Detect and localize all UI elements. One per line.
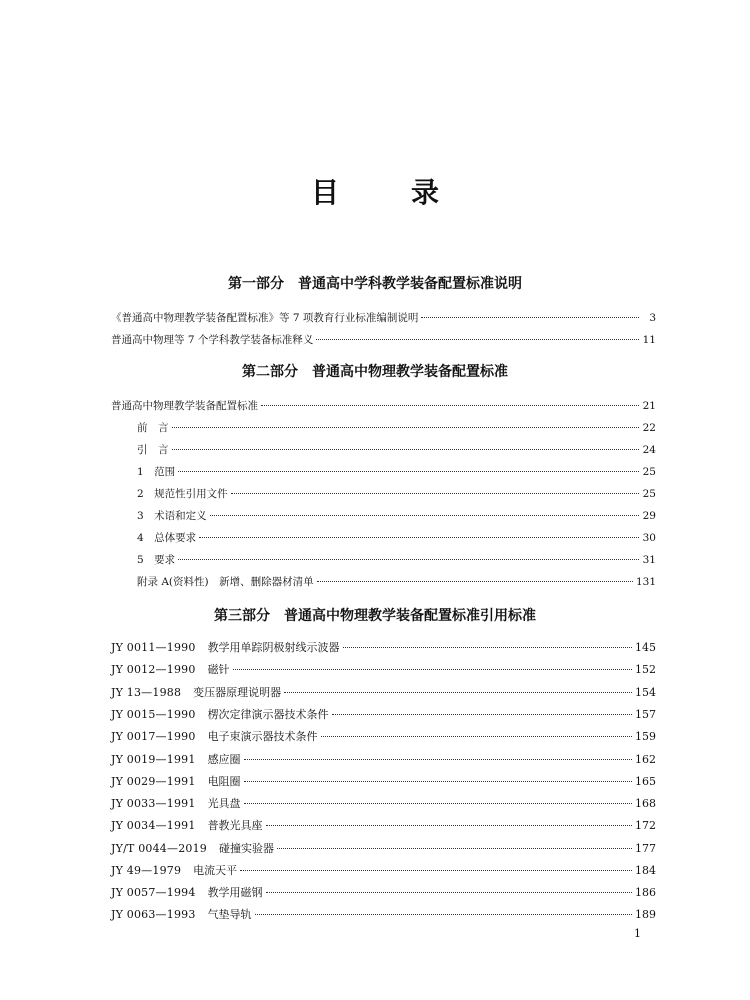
- toc-entry[interactable]: [111, 640, 656, 656]
- toc-entry-label: 引 言: [137, 444, 169, 456]
- toc-entry[interactable]: [111, 662, 656, 678]
- toc-entry-label: [111, 818, 263, 834]
- toc-entry-label: 普通高中物理等 7 个学科教学装备标准释义: [111, 334, 314, 346]
- toc-leader-dots: [266, 825, 632, 826]
- toc-entry[interactable]: [137, 574, 656, 590]
- toc-entry-label: 普通高中物理教学装备配置标准: [111, 400, 258, 412]
- toc-entry-label: 3 术语和定义: [137, 510, 207, 522]
- toc-leader-dots: [421, 317, 639, 318]
- toc-entry[interactable]: [137, 442, 656, 458]
- toc-entry-label: [111, 707, 329, 723]
- toc-entry-label: [111, 752, 241, 768]
- toc-leader-dots: [332, 714, 632, 715]
- standard-name: 电流天平: [193, 864, 238, 877]
- toc-leader-dots: [172, 427, 640, 428]
- toc-leader-dots: [231, 493, 639, 494]
- toc-leader-dots: [172, 449, 640, 450]
- toc-entry[interactable]: [137, 552, 656, 568]
- toc-entry-page: 25: [642, 488, 656, 500]
- toc-leader-dots: [233, 669, 632, 670]
- toc-entry-label: [111, 863, 237, 879]
- standard-name: 楞次定律演示器技术条件: [207, 708, 329, 721]
- toc-entry-label: [111, 640, 340, 656]
- toc-leader-dots: [244, 803, 632, 804]
- toc-entry-label: [111, 907, 252, 923]
- toc-entry-page: 184: [635, 864, 656, 877]
- standard-code: JY 13—1988: [111, 686, 182, 699]
- standard-code: JY 0012—1990: [111, 663, 196, 676]
- toc-entry[interactable]: [111, 841, 656, 857]
- toc-entry[interactable]: [137, 486, 656, 502]
- toc-leader-dots: [244, 759, 632, 760]
- part3-heading: 第三部分 普通高中物理教学装备配置标准引用标准: [214, 608, 536, 624]
- toc-entry-label: [111, 796, 241, 812]
- toc-entry-page: 165: [635, 775, 656, 788]
- toc-entry-page: 177: [635, 842, 656, 855]
- toc-entry-page: 154: [635, 686, 656, 699]
- standard-name: 磁针: [207, 663, 230, 676]
- standard-code: JY 0057—1994: [111, 886, 196, 899]
- toc-entry-page: 186: [635, 886, 656, 899]
- standard-code: JY 0011—1990: [111, 641, 196, 654]
- toc-entry[interactable]: [111, 685, 656, 701]
- toc-leader-dots: [178, 471, 639, 472]
- toc-entry-page: 168: [635, 797, 656, 810]
- standard-code: JY 49—1979: [111, 864, 182, 877]
- toc-entry[interactable]: [111, 310, 656, 326]
- toc-leader-dots: [343, 647, 632, 648]
- toc-entry-page: 30: [642, 532, 656, 544]
- standard-code: JY 0029—1991: [111, 775, 196, 788]
- toc-leader-dots: [199, 537, 639, 538]
- page-title: 目 录: [310, 176, 461, 209]
- toc-entry-page: 145: [635, 641, 656, 654]
- toc-entry-page: 22: [642, 422, 656, 434]
- toc-entry[interactable]: [111, 752, 656, 768]
- standard-code: JY 0017—1990: [111, 730, 196, 743]
- standard-name: 感应圈: [207, 753, 241, 766]
- toc-entry-page: 11: [642, 334, 656, 346]
- page-number: 1: [634, 927, 641, 940]
- toc-entry-page: 159: [635, 730, 656, 743]
- toc-entry-page: 25: [642, 466, 656, 478]
- toc-entry-page: 189: [635, 908, 656, 921]
- toc-leader-dots: [255, 914, 632, 915]
- standard-code: JY 0019—1991: [111, 753, 196, 766]
- toc-entry-page: 29: [642, 510, 656, 522]
- toc-entry[interactable]: [111, 907, 656, 923]
- toc-entry[interactable]: [111, 863, 656, 879]
- toc-leader-dots: [316, 339, 639, 340]
- toc-entry-label: 《普通高中物理教学装备配置标准》等 7 项教育行业标准编制说明: [111, 312, 419, 324]
- toc-leader-dots: [240, 870, 632, 871]
- part1-heading: 第一部分 普通高中学科教学装备配置标准说明: [228, 276, 522, 292]
- toc-entry[interactable]: [111, 796, 656, 812]
- toc-entry-label: [111, 685, 281, 701]
- toc-leader-dots: [277, 848, 632, 849]
- toc-entry-page: 3: [649, 312, 656, 324]
- toc-entry-page: 24: [642, 444, 656, 456]
- toc-entry-page: 31: [642, 554, 656, 566]
- toc-entry[interactable]: [111, 885, 656, 901]
- toc-entry-page: 21: [642, 400, 656, 412]
- toc-entry-page: 172: [635, 819, 656, 832]
- standard-name: 气垫导轨: [207, 908, 252, 921]
- standard-name: 变压器原理说明器: [193, 686, 282, 699]
- standard-name: 电阻圈: [207, 775, 241, 788]
- toc-entry[interactable]: [137, 530, 656, 546]
- toc-entry-label: 1 范围: [137, 466, 176, 478]
- toc-leader-dots: [210, 515, 639, 516]
- toc-entry-label: 附录 A(资料性) 新增、删除器材清单: [137, 576, 314, 588]
- standard-name: 教学用单踪阴极射线示波器: [207, 641, 340, 654]
- standard-code: JY 0015—1990: [111, 708, 196, 721]
- toc-entry-label: [111, 885, 263, 901]
- toc-entry-page: 152: [635, 663, 656, 676]
- standard-code: JY 0034—1991: [111, 819, 196, 832]
- toc-leader-dots: [178, 559, 639, 560]
- toc-entry-label: [111, 841, 274, 857]
- standard-name: 光具盘: [207, 797, 241, 810]
- standard-name: 普教光具座: [207, 819, 263, 832]
- standard-name: 电子束演示器技术条件: [207, 730, 318, 743]
- toc-entry-label: 前 言: [137, 422, 169, 434]
- toc-entry-page: 157: [635, 708, 656, 721]
- toc-entry[interactable]: [137, 508, 656, 524]
- toc-leader-dots: [261, 405, 639, 406]
- toc-entry[interactable]: [111, 398, 656, 414]
- toc-entry[interactable]: [111, 332, 656, 348]
- toc-entry[interactable]: [137, 464, 656, 480]
- toc-entry-label: [111, 662, 230, 678]
- toc-entry[interactable]: [137, 420, 656, 436]
- toc-entry-label: 2 规范性引用文件: [137, 488, 228, 500]
- toc-entry-label: 4 总体要求: [137, 532, 197, 544]
- toc-entry-label: [111, 729, 318, 745]
- standard-code: JY 0063—1993: [111, 908, 196, 921]
- toc-entry-label: 5 要求: [137, 554, 176, 566]
- toc-entry[interactable]: [111, 818, 656, 834]
- toc-leader-dots: [317, 581, 633, 582]
- toc-entry[interactable]: [111, 729, 656, 745]
- standard-code: JY/T 0044—2019: [111, 842, 207, 855]
- toc-leader-dots: [284, 692, 632, 693]
- toc-entry[interactable]: [111, 774, 656, 790]
- toc-leader-dots: [321, 736, 632, 737]
- toc-entry-page: 162: [635, 753, 656, 766]
- standard-code: JY 0033—1991: [111, 797, 196, 810]
- toc-entry-label: [111, 774, 241, 790]
- toc-leader-dots: [244, 781, 632, 782]
- standard-name: 碰撞实验器: [219, 842, 274, 855]
- toc-entry[interactable]: [111, 707, 656, 723]
- standard-name: 教学用磁钢: [207, 886, 263, 899]
- toc-leader-dots: [266, 892, 632, 893]
- toc-entry-page: 131: [635, 576, 656, 588]
- part2-heading: 第二部分 普通高中物理教学装备配置标准: [242, 364, 508, 380]
